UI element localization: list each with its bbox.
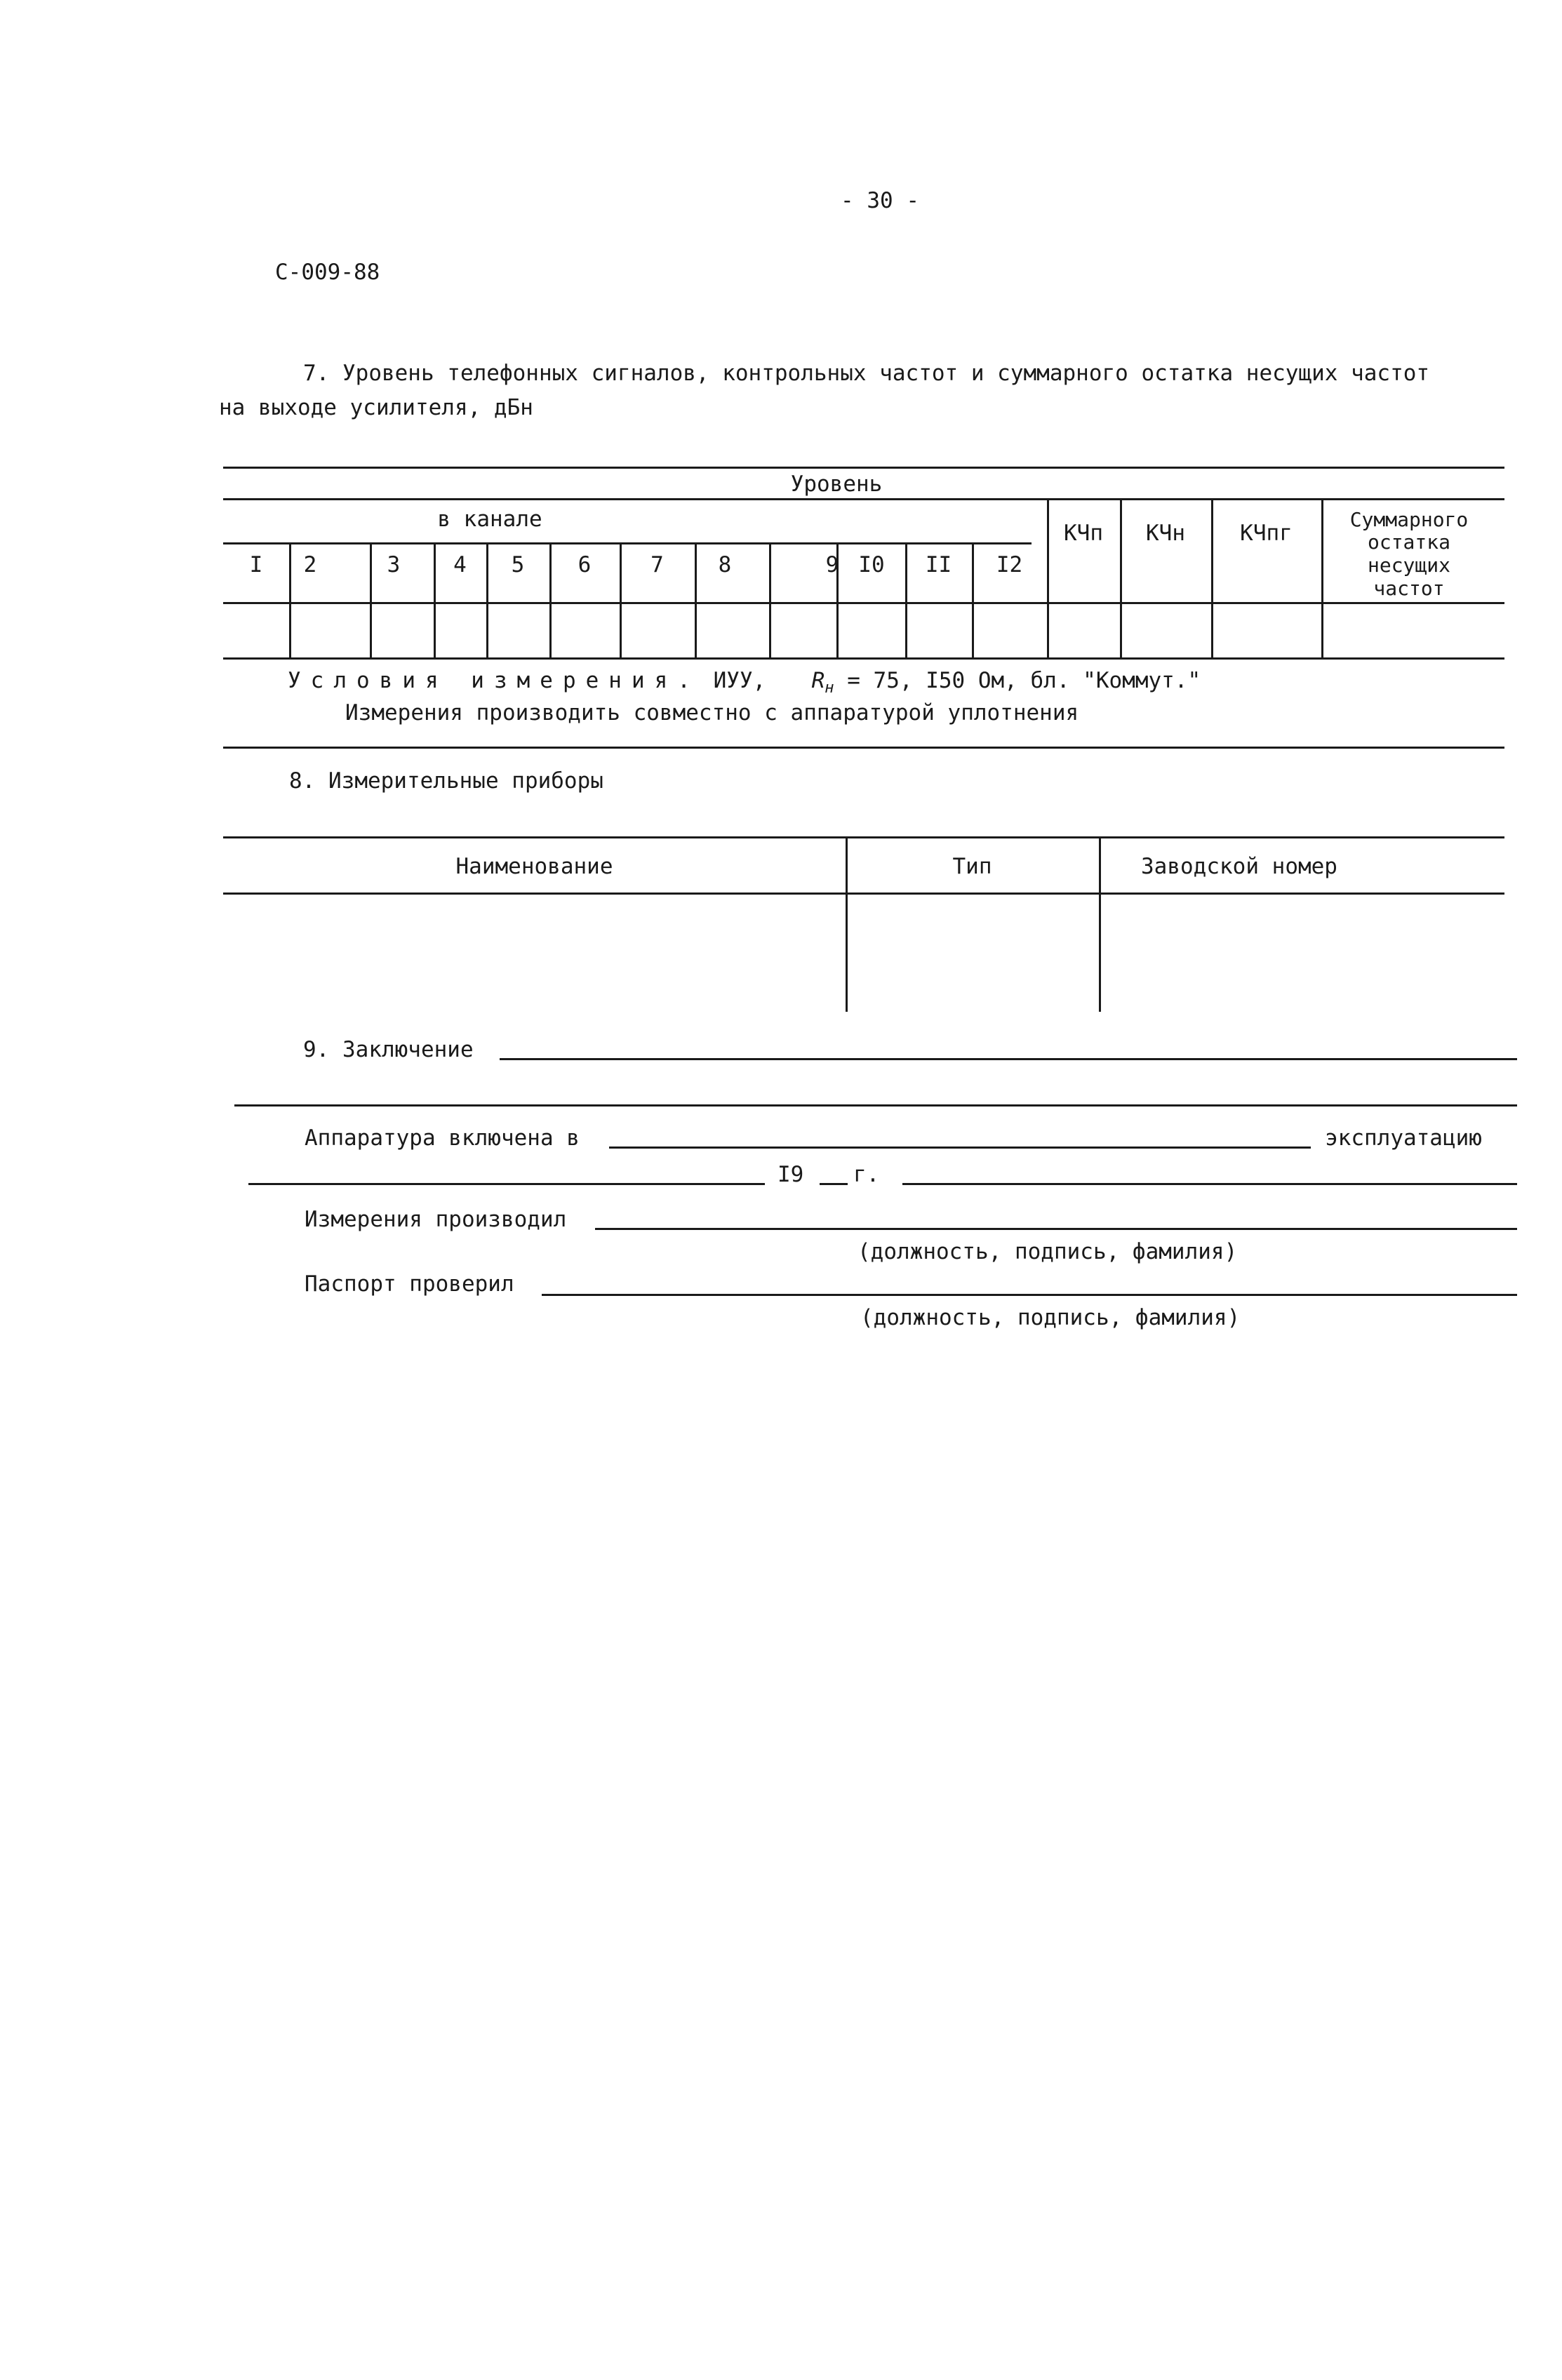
- channel-3: 3: [387, 552, 401, 577]
- conclusion-line-2[interactable]: [234, 1104, 1517, 1107]
- channel-7: 7: [650, 552, 664, 577]
- rh-symbol: R: [811, 668, 825, 693]
- channel-6: 6: [578, 552, 592, 577]
- measured-by-line[interactable]: [595, 1228, 1517, 1230]
- header-residual-3: несущих: [1367, 554, 1450, 577]
- page-number: - 30 -: [841, 188, 919, 213]
- header-residual-2: остатка: [1367, 530, 1450, 554]
- header-channel: в канале: [437, 507, 542, 532]
- channel-2: 2: [303, 552, 317, 577]
- channel-8: 8: [718, 552, 732, 577]
- conditions-label: Условия измерения.: [288, 668, 700, 693]
- channel-5: 5: [511, 552, 525, 577]
- channel-4: 4: [453, 552, 467, 577]
- passport-checked-label: Паспорт проверил: [305, 1271, 514, 1297]
- signature-hint-1: (должность, подпись, фамилия): [857, 1239, 1238, 1264]
- header-kchp: КЧп: [1064, 521, 1103, 546]
- header-name: Наименование: [455, 854, 613, 879]
- measured-by-label: Измерения производил: [305, 1207, 567, 1232]
- header-level: Уровень: [790, 472, 883, 497]
- date-line-right[interactable]: [902, 1183, 1517, 1185]
- header-serial: Заводской номер: [1141, 854, 1337, 879]
- header-residual-1: Суммарного: [1349, 508, 1469, 531]
- passport-checked-line[interactable]: [542, 1294, 1517, 1296]
- date-line-left[interactable]: [248, 1183, 765, 1185]
- year-blank[interactable]: [820, 1183, 848, 1185]
- apparatus-line[interactable]: [609, 1146, 1311, 1149]
- section7-title-line1: 7. Уровень телефонных сигналов, контрольных частот и суммарного остатка несущих частот: [303, 361, 1430, 386]
- section8-title: 8. Измерительные приборы: [289, 768, 603, 794]
- section9-title: 9. Заключение: [303, 1037, 474, 1062]
- conditions-device: ИУУ,: [713, 668, 766, 693]
- header-kchpg: КЧпг: [1240, 521, 1293, 546]
- channel-10: I0: [858, 552, 885, 577]
- signature-hint-2: (должность, подпись, фамилия): [860, 1305, 1241, 1330]
- channel-11: II: [925, 552, 952, 577]
- conditions-line1: [288, 668, 1201, 697]
- conclusion-line-1[interactable]: [500, 1058, 1517, 1060]
- channel-1: I: [249, 552, 263, 577]
- section7-title-line2: на выходе усилителя, дБн: [219, 395, 533, 420]
- header-kchn: КЧн: [1146, 521, 1185, 546]
- year-prefix: I9: [777, 1162, 804, 1187]
- doc-code: С-009-88: [275, 260, 380, 285]
- header-type: Тип: [952, 854, 992, 879]
- channel-12: I2: [996, 552, 1023, 577]
- year-suffix: г.: [853, 1162, 880, 1187]
- channel-9: 9: [825, 552, 839, 577]
- rh-subscript: н: [825, 679, 834, 697]
- header-residual-4: частот: [1373, 577, 1445, 600]
- conditions-line2: Измерения производить совместно с аппаратурой уплотнения: [345, 700, 1079, 726]
- apparatus-label: Аппаратура включена в: [305, 1125, 580, 1151]
- exploitation-label: эксплуатацию: [1325, 1125, 1482, 1151]
- conditions-values: = 75, I50 Ом, бл. "Коммут.": [847, 668, 1201, 693]
